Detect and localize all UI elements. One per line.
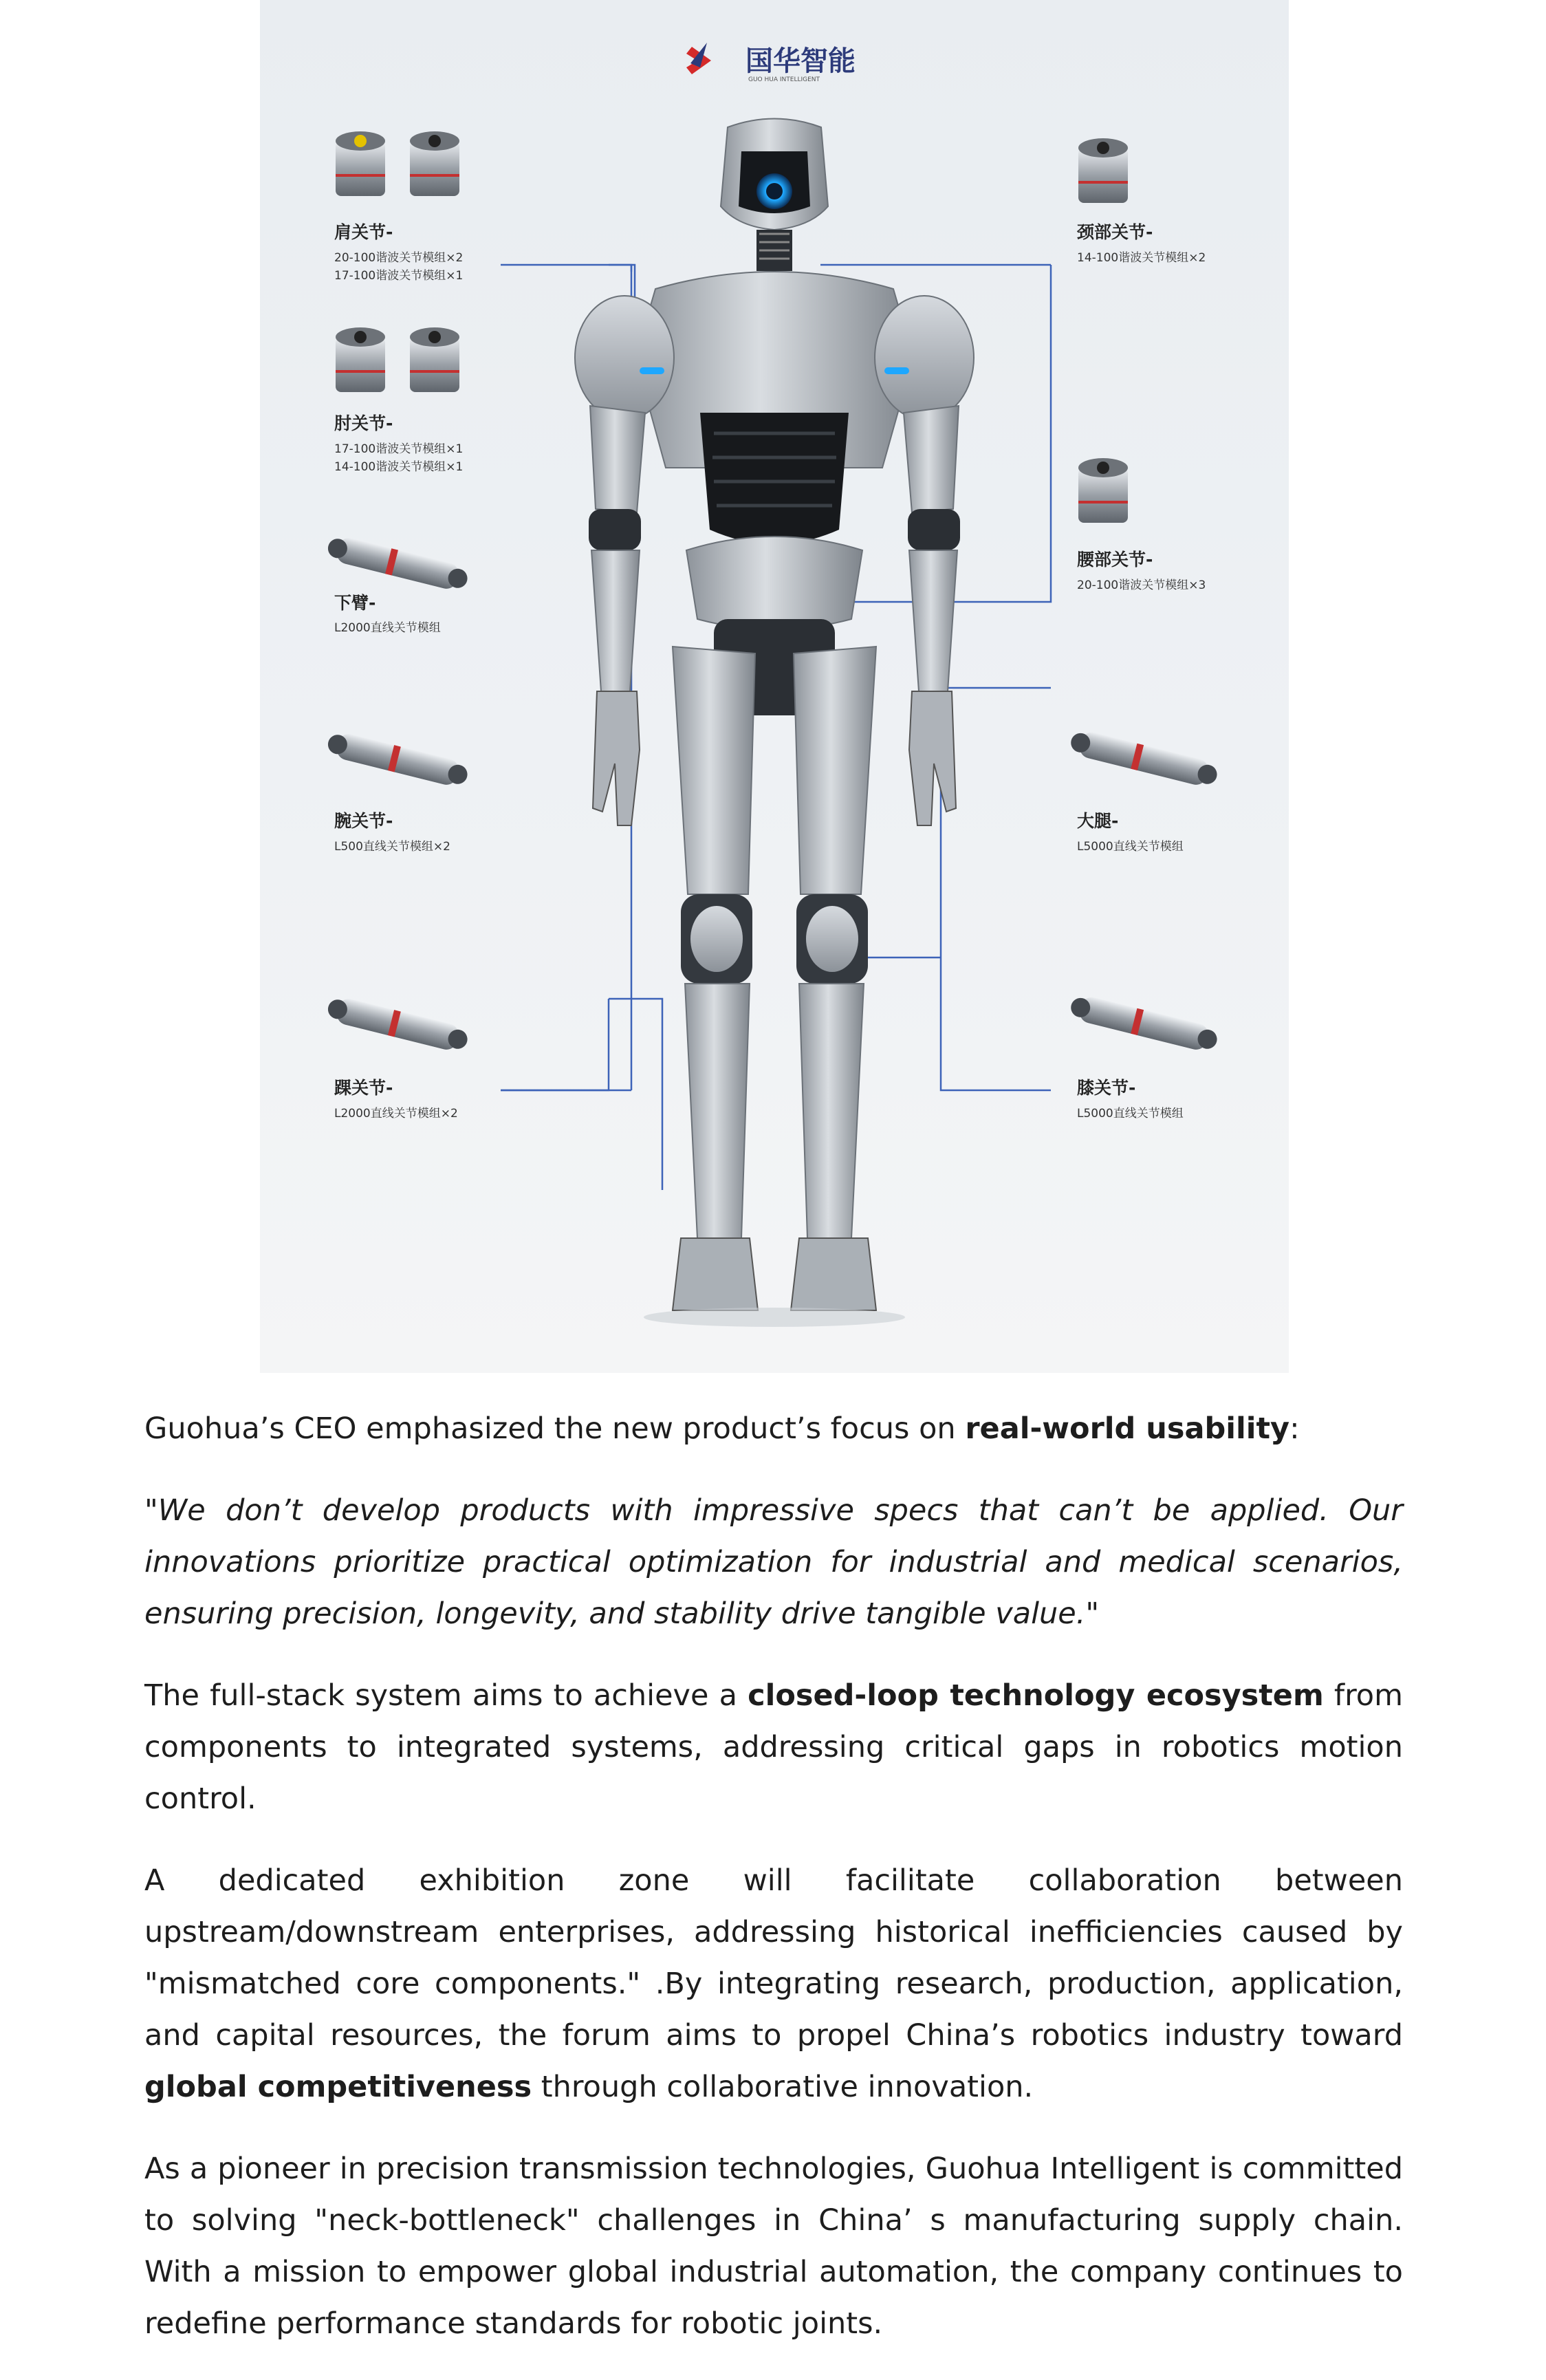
p3-post: from components to integrated systems, addressing critical gaps in robotics motion control.	[144, 1678, 1403, 1816]
forearm-linear-actuator-icon	[325, 533, 470, 593]
p1-bold: real-world usability	[965, 1411, 1290, 1446]
waist-spec-1: 20-100谐波关节模组×3	[1077, 578, 1206, 592]
elbow-label: 肘关节-	[334, 413, 393, 433]
waist-label: 腰部关节-	[1077, 550, 1153, 570]
elbow-spec-1: 17-100谐波关节模组×1	[334, 442, 464, 456]
knee-spec-1: L5000直线关节模组	[1077, 1107, 1184, 1121]
humanoid-robot	[575, 119, 974, 1328]
paragraph-exhibition-zone	[144, 1855, 1403, 2113]
shoulder-spec-1: 20-100谐波关节模组×2	[334, 251, 464, 265]
neck-spec-1: 14-100谐波关节模组×2	[1077, 251, 1206, 265]
p4-post: through collaborative innovation.	[532, 2070, 1034, 2104]
ankle-linear-actuator-icon	[325, 994, 470, 1054]
neck-label: 颈部关节-	[1077, 222, 1153, 242]
knee-linear-actuator-icon	[1068, 993, 1220, 1054]
p4-bold: global competitiveness	[144, 2070, 532, 2104]
shoulder-joint-module-icon	[336, 131, 459, 196]
waist-joint-module-icon	[1078, 458, 1128, 523]
wrist-spec-1: L500直线关节模组×2	[334, 840, 450, 854]
elbow-joint-module-icon	[336, 327, 459, 392]
logo-name: 国华智能	[745, 45, 856, 77]
paragraph-company-mission: As a pioneer in precision transmission technologies, Guohua Intelligent is committed to solving "neck-bottleneck" challenges in China’ s manufacturing supply chain. With a mission to empower global industrial automation, the company continues to redefine performance standards for robotic joints.	[144, 2152, 1403, 2341]
p1-text: Guohua’s CEO emphasized the new product’s focus on	[144, 1411, 966, 1446]
p4-text: A dedicated exhibition zone will facilitate collaboration between upstream/downstream enterprises, addressing historical inefficiencies caused by "mismatched core components." .By integrating research, production, application, and capital resources, the forum aims to propel China’s robotics industry toward	[144, 1863, 1403, 2053]
right-labels	[1076, 222, 1206, 1121]
thigh-linear-actuator-icon	[1068, 728, 1220, 790]
paragraph-ceo-quote: "We don’t develop products with impressive specs that can’t be applied. Our innovations prioritize practical optimization for industrial and medical scenarios, ensuring precision, longevity, and stability drive tangible value."	[144, 1493, 1403, 1631]
neck-joint-module-icon	[1078, 138, 1128, 203]
robot-joint-diagram	[260, 0, 1289, 1373]
forearm-label: 下臂-	[334, 593, 376, 613]
thigh-label: 大腿-	[1077, 811, 1119, 831]
p1-post: :	[1289, 1411, 1300, 1446]
shoulder-spec-2: 17-100谐波关节模组×1	[334, 269, 464, 283]
p3-bold: closed-loop technology ecosystem	[748, 1678, 1324, 1713]
ankle-label: 踝关节-	[334, 1078, 393, 1098]
wrist-linear-actuator-icon	[325, 729, 470, 789]
elbow-spec-2: 14-100谐波关节模组×1	[334, 460, 464, 474]
shoulder-label: 肩关节-	[334, 222, 393, 242]
forearm-spec-1: L2000直线关节模组	[334, 621, 441, 635]
paragraph-full-stack	[144, 1670, 1403, 1825]
knee-label: 膝关节-	[1077, 1078, 1136, 1098]
thigh-spec-1: L5000直线关节模组	[1077, 840, 1184, 854]
company-logo	[686, 43, 856, 83]
wrist-label: 腕关节-	[334, 811, 393, 831]
paragraph-ceo-intro	[144, 1403, 1403, 1455]
logo-subtitle: GUO HUA INTELLIGENT	[748, 76, 820, 83]
article-body	[144, 1403, 1403, 2380]
p3-text: The full-stack system aims to achieve a	[144, 1678, 748, 1713]
ankle-spec-1: L2000直线关节模组×2	[334, 1107, 458, 1121]
robot-diagram-svg	[260, 0, 1289, 1373]
